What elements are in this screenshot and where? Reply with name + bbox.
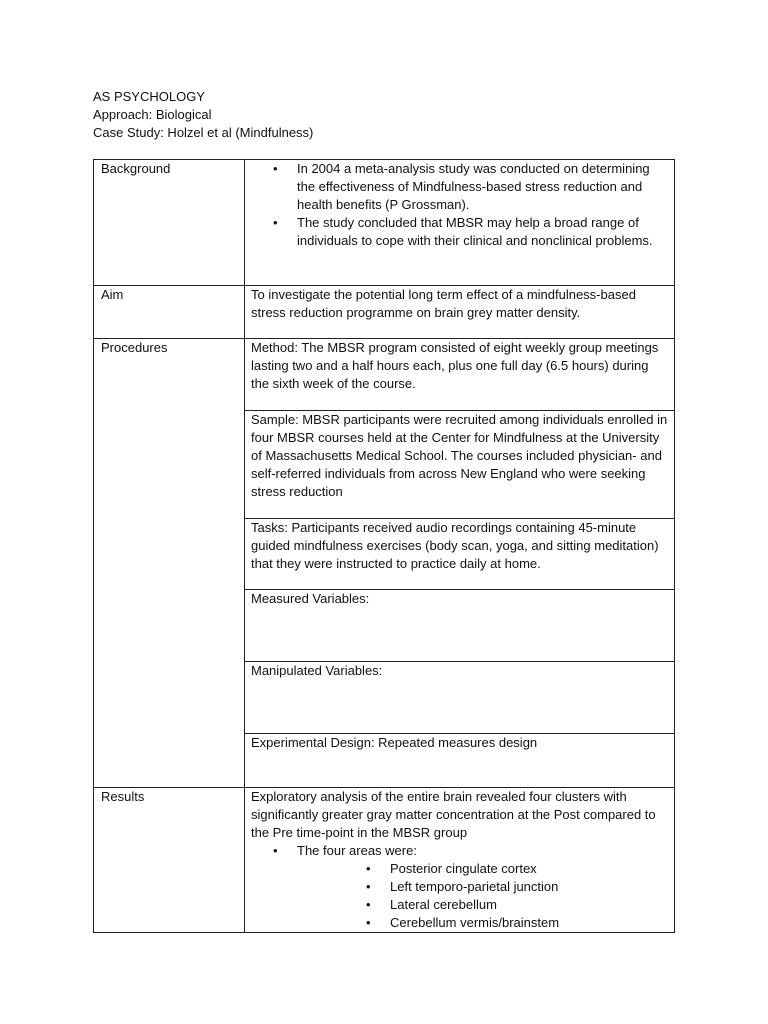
method-text: Method: The MBSR program consisted of eight weekly group meetings lasting two and a half hours each, plus one full day (6.5 hours) during the sixth week of the course. (245, 339, 675, 411)
results-row (94, 788, 675, 933)
background-label: Background (94, 160, 245, 286)
background-row (94, 160, 675, 286)
experimental-design-text: Experimental Design: Repeated measures design (245, 734, 675, 788)
background-bullets (251, 160, 668, 250)
brain-area-item: • Left temporo-parietal junction (251, 878, 668, 896)
background-cell (245, 160, 675, 286)
sample-text: Sample: MBSR participants were recruited among individuals enrolled in four MBSR courses held at the Center for Mindfulness at the University of Massachusetts Medical School. The courses included physician- and self-referred individuals from across New England who were seeking stress reduction (245, 411, 675, 519)
case-study-line: Case Study: Holzel et al (Mindfulness) (93, 125, 314, 140)
brain-area-item: • Cerebellum vermis/brainstem (251, 914, 668, 932)
results-text: Exploratory analysis of the entire brain revealed four clusters with significantly greater gray matter concentration at the Post compared to the Pre time-point in the MBSR group (251, 789, 656, 840)
measured-variables-text: Measured Variables: (245, 590, 675, 662)
tasks-text: Tasks: Participants received audio recordings containing 45-minute guided mindfulness exercises (body scan, yoga, and sitting meditation) that they were instructed to practice daily at home. (245, 519, 675, 590)
background-bullet-2: • The study concluded that MBSR may help a broad range of individuals to cope with their clinical and nonclinical problems. (251, 214, 668, 250)
aim-label: Aim (94, 286, 245, 339)
manipulated-variables-text: Manipulated Variables: (245, 662, 675, 734)
results-cell (245, 788, 675, 933)
procedures-label: Procedures (94, 339, 245, 788)
results-label: Results (94, 788, 245, 933)
approach-line: Approach: Biological (93, 107, 212, 122)
aim-row (94, 286, 675, 339)
brain-area-item: • Lateral cerebellum (251, 896, 668, 914)
procedures-method-row (94, 339, 675, 411)
brain-area-item: • Posterior cingulate cortex (251, 860, 668, 878)
aim-text: To investigate the potential long term effect of a mindfulness-based stress reduction programme on brain grey matter density. (245, 286, 675, 339)
results-bullets (251, 842, 668, 860)
subject-title: AS PSYCHOLOGY (93, 89, 205, 104)
document-header (93, 88, 313, 142)
background-bullet-1: • In 2004 a meta-analysis study was conducted on determining the effectiveness of Mindfulness-based stress reduction and health benefits (P Grossman). (251, 160, 668, 214)
results-bullet: • The four areas were: (251, 842, 668, 860)
case-study-table (93, 159, 675, 933)
brain-areas-list (251, 860, 668, 932)
